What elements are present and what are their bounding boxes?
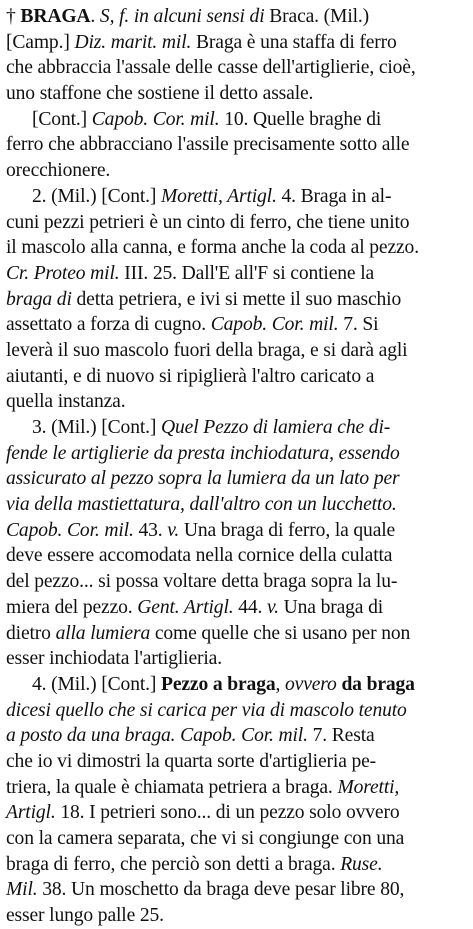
text-line <box>6 81 465 107</box>
italic-text: Moretti, Artigl. <box>161 185 277 207</box>
text-line <box>6 210 465 236</box>
text-line <box>6 672 465 698</box>
text-run: il mascolo alla canna, e forma anche la coda al pezzo. <box>6 237 419 259</box>
text-run: triera, la quale è chiamata petriera a braga. <box>6 776 338 798</box>
text-run: del pezzo... si possa voltare detta braga sopra la lu- <box>6 571 398 593</box>
text-line <box>6 158 465 184</box>
italic-text: assicurato al pezzo sopra la lumiera da un lato per <box>6 468 400 490</box>
text-run: 18. I petrieri sono... di un pezzo solo ovvero <box>55 802 400 824</box>
text-line <box>6 55 465 81</box>
italic-text: Capob. Cor. mil. <box>210 314 339 336</box>
text-line <box>6 466 465 492</box>
text-line <box>6 30 465 56</box>
text-line <box>6 543 465 569</box>
italic-text: Capob. Cor. mil. <box>6 519 134 541</box>
italic-text: v. <box>167 519 180 541</box>
text-line <box>6 132 465 158</box>
italic-text: ovvero <box>285 673 337 695</box>
text-run: quella instanza. <box>6 391 126 413</box>
italic-text: Artigl. <box>6 802 56 824</box>
italic-text: Moretti, <box>337 776 400 798</box>
italic-text: a posto da una braga. Capob. Cor. mil. <box>6 725 308 747</box>
text-line <box>6 364 465 390</box>
text-line <box>6 775 465 801</box>
text-run: III. 25. Dall'E all'F si contiene la <box>119 262 375 284</box>
text-line <box>6 107 465 133</box>
text-run: 2. (Mil.) [Cont.] <box>32 185 162 207</box>
text-line <box>6 852 465 878</box>
text-line <box>6 389 465 415</box>
text-run: 3. (Mil.) [Cont.] <box>32 417 162 438</box>
text-line <box>6 492 465 518</box>
text-run: con la camera separata, che vi si congiunge con una <box>6 828 405 849</box>
text-line <box>6 338 465 364</box>
text-line <box>6 646 465 672</box>
text-run: 10. Quelle braghe di <box>219 108 382 130</box>
italic-text: S, f. in alcuni sensi di <box>99 6 265 27</box>
text-run: 7. Resta <box>307 725 375 747</box>
text-run: [Cont.] <box>32 108 92 130</box>
text-run: † <box>6 6 21 27</box>
text-line <box>6 723 465 749</box>
text-run: 38. Un moschetto da braga deve pesar libre 80, <box>37 879 405 901</box>
text-run: 7. Si <box>338 314 379 336</box>
italic-text: Cr. Proteo mil. <box>6 262 120 284</box>
text-line <box>6 903 465 929</box>
text-run: esser inchiodata l'artiglieria. <box>6 648 222 670</box>
italic-text: dicesi quello che si carica per via di mascolo tenuto <box>6 699 407 721</box>
text-line <box>6 312 465 338</box>
text-line <box>6 261 465 287</box>
text-run: ferro che abbracciano l'assile precisamente sotto alle <box>6 134 410 156</box>
text-line <box>6 698 465 724</box>
text-line <box>6 569 465 595</box>
text-line <box>6 235 465 261</box>
text-run: 4. (Mil.) [Cont.] <box>32 673 162 695</box>
text-run: dietro <box>6 622 56 644</box>
italic-text: fende le artiglierie da presta inchiodatura, essendo <box>6 442 400 464</box>
text-line <box>6 877 465 903</box>
dictionary-entry-braga <box>6 4 465 929</box>
text-run: [Camp.] <box>6 31 75 53</box>
text-run: Braca. (Mil.) <box>264 6 370 27</box>
text-run: . <box>90 6 100 27</box>
text-run: Una braga di <box>278 596 384 618</box>
text-run: miera del pezzo. <box>6 596 138 618</box>
text-line <box>6 184 465 210</box>
italic-text: Ruse. <box>340 853 383 875</box>
italic-text: Diz. marit. mil. <box>74 31 192 53</box>
bold-text: da braga <box>341 673 415 695</box>
bold-text: Pezzo a braga <box>161 673 276 695</box>
text-line <box>6 800 465 826</box>
text-run: assettato a forza di cugno. <box>6 314 211 336</box>
italic-text: Gent. Artigl. <box>137 596 234 618</box>
text-run: 44. <box>233 596 268 618</box>
text-run: che abbraccia l'assale delle casse dell'artiglierie, cioè, <box>6 57 416 79</box>
text-run: deve essere accomodata nella cornice della culatta <box>6 545 393 567</box>
italic-text: alla lumiera <box>55 622 151 644</box>
text-run: esser lungo palle 25. <box>6 905 164 927</box>
text-line <box>6 621 465 647</box>
italic-text: via della mastiettatura, dall'altro con un lucchetto. <box>6 494 397 516</box>
text-run: uno staffone che sostiene il detto assale. <box>6 83 314 105</box>
text-run: Braga è una staffa di ferro <box>191 31 397 53</box>
text-line <box>6 749 465 775</box>
bold-text: BRAGA <box>20 6 91 27</box>
text-line <box>6 826 465 852</box>
text-run: leverà il suo mascolo fuori della braga, e si darà agli <box>6 339 408 361</box>
text-run: cuni pezzi petrieri è un cinto di ferro, che tiene unito <box>6 211 410 233</box>
text-line <box>6 415 465 441</box>
italic-text: Capob. Cor. mil. <box>91 108 220 130</box>
text-line <box>6 595 465 621</box>
text-run: come quelle che si usano per non <box>150 622 411 644</box>
text-run: orecchionere. <box>6 160 111 182</box>
text-line <box>6 4 465 30</box>
text-run: che io vi dimostri la quarta sorte d'artiglieria pe- <box>6 750 377 772</box>
text-line <box>6 518 465 544</box>
text-run: 43. <box>133 519 168 541</box>
text-run: detta petriera, e ivi si mette il suo maschio <box>71 288 402 310</box>
text-run: 4. Braga in al- <box>276 185 392 207</box>
text-run: aiutanti, e di nuovo si ripiglierà l'altro caricato a <box>6 365 375 387</box>
text-line <box>6 441 465 467</box>
italic-text: Mil. <box>6 879 38 901</box>
italic-text: Quel Pezzo di lamiera che di- <box>161 417 391 438</box>
text-run: Una braga di ferro, la quale <box>179 519 396 541</box>
italic-text: v. <box>267 596 279 618</box>
text-run: , <box>275 673 285 695</box>
italic-text: braga di <box>6 288 72 310</box>
text-line <box>6 287 465 313</box>
text-run: braga di ferro, che perciò son detti a braga. <box>6 853 341 875</box>
